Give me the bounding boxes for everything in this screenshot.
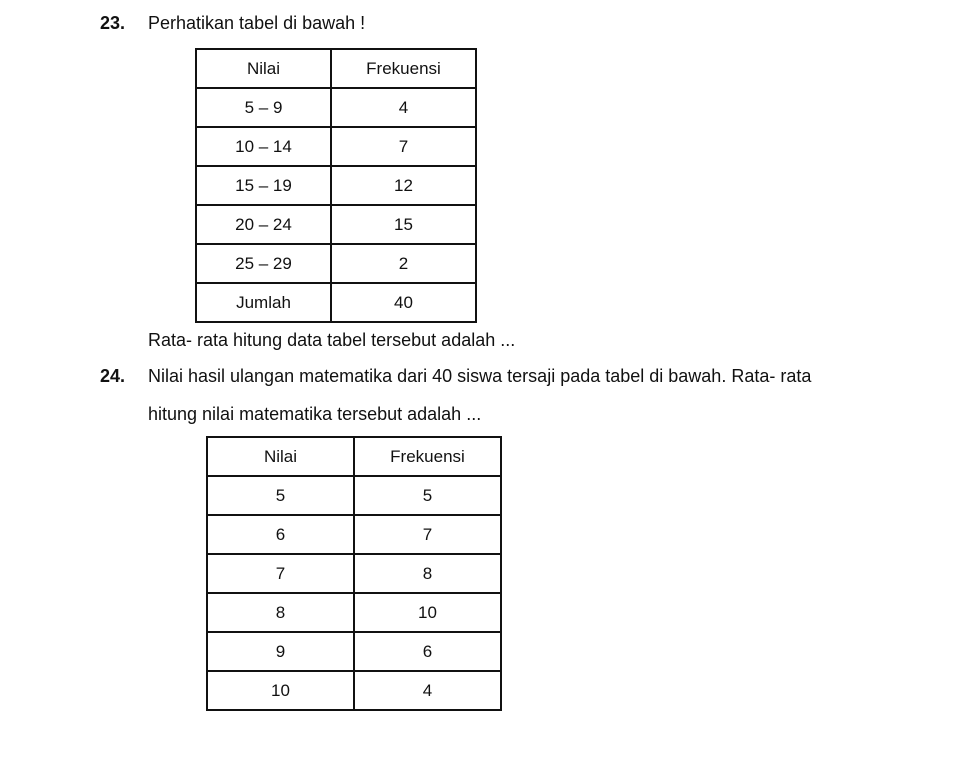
table-cell-nilai: 5 – 9 <box>196 88 331 127</box>
table-cell-frekuensi: 8 <box>354 554 501 593</box>
table-cell-nilai: 25 – 29 <box>196 244 331 283</box>
table-header-row <box>196 49 476 88</box>
table-header-nilai: Nilai <box>196 49 331 88</box>
question-24-number: 24. <box>100 366 126 386</box>
table-header-nilai: Nilai <box>207 437 354 476</box>
table-cell-jumlah-label: Jumlah <box>196 283 331 322</box>
table-cell-nilai: 10 <box>207 671 354 710</box>
question-23-text: Rata- rata hitung data tabel tersebut adalah ... <box>148 330 516 350</box>
table-cell-nilai: 20 – 24 <box>196 205 331 244</box>
table-cell-nilai: 7 <box>207 554 354 593</box>
table-row <box>207 554 501 593</box>
question-23-prompt: Perhatikan tabel di bawah ! <box>148 13 366 33</box>
table-cell-frekuensi: 6 <box>354 632 501 671</box>
table-cell-frekuensi: 4 <box>331 88 476 127</box>
question-24-text-line1: Nilai hasil ulangan matematika dari 40 siswa tersaji pada tabel di bawah. Rata- rata <box>148 366 812 386</box>
table-cell-frekuensi: 5 <box>354 476 501 515</box>
table-cell-frekuensi: 7 <box>331 127 476 166</box>
table-total-row <box>196 283 476 322</box>
table-row <box>207 593 501 632</box>
table-cell-frekuensi: 4 <box>354 671 501 710</box>
table-row <box>196 244 476 283</box>
table-row <box>207 632 501 671</box>
question-24-text-line2: hitung nilai matematika tersebut adalah ... <box>148 404 482 424</box>
table-cell-nilai: 6 <box>207 515 354 554</box>
table-cell-nilai: 8 <box>207 593 354 632</box>
table-cell-frekuensi: 15 <box>331 205 476 244</box>
table-row <box>207 671 501 710</box>
table-cell-nilai: 15 – 19 <box>196 166 331 205</box>
table-row <box>196 88 476 127</box>
table-header-row <box>207 437 501 476</box>
table-row <box>207 515 501 554</box>
table-header-frekuensi: Frekuensi <box>331 49 476 88</box>
table-header-frekuensi: Frekuensi <box>354 437 501 476</box>
table-cell-nilai: 9 <box>207 632 354 671</box>
table-row <box>196 166 476 205</box>
table-cell-frekuensi: 12 <box>331 166 476 205</box>
table-row <box>207 476 501 515</box>
table-cell-frekuensi: 2 <box>331 244 476 283</box>
table-cell-frekuensi: 7 <box>354 515 501 554</box>
frequency-table-q24 <box>206 436 502 711</box>
table-cell-jumlah-value: 40 <box>331 283 476 322</box>
frequency-table-q23 <box>195 48 477 323</box>
table-cell-nilai: 5 <box>207 476 354 515</box>
table-cell-frekuensi: 10 <box>354 593 501 632</box>
table-cell-nilai: 10 – 14 <box>196 127 331 166</box>
question-23-number: 23. <box>100 13 126 33</box>
table-row <box>196 127 476 166</box>
table-row <box>196 205 476 244</box>
